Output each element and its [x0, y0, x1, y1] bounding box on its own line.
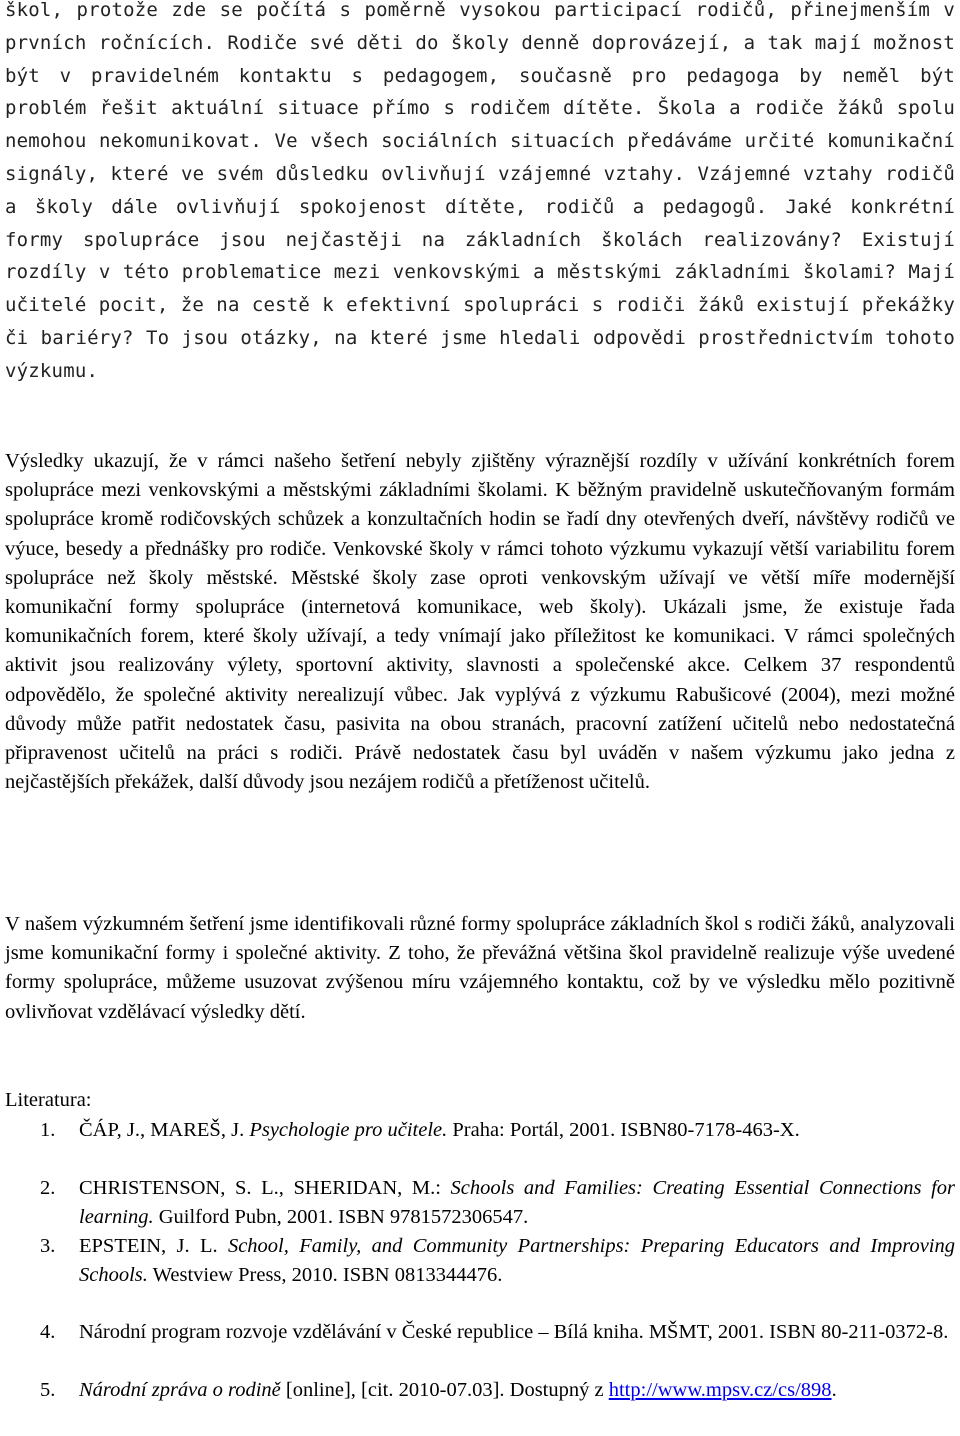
reference-authors: ČÁP, J., MAREŠ, J. [79, 1119, 250, 1141]
reference-text [79, 1318, 955, 1347]
reference-publisher: [online], [cit. 2010-07.03]. Dostupný z [280, 1379, 609, 1401]
reference-title: Národní zpráva o rodině [79, 1379, 281, 1401]
reference-authors: EPSTEIN, J. L. [79, 1235, 228, 1257]
reference-title: Schools and Families: Creating Essential Connections for learning. [79, 1177, 955, 1229]
reference-number: 3. [40, 1235, 56, 1257]
reference-authors: Národní program rozvoje vzdělávání v České republice – Bílá kniha. MŠMT, 2001. ISBN 80-211-0372-8. [79, 1321, 949, 1343]
reference-link[interactable]: http://www.mpsv.cz/cs/898 [608, 1379, 832, 1401]
reference-authors: CHRISTENSON, S. L., SHERIDAN, M.: [79, 1177, 451, 1199]
reference-publisher: Westview Press, 2010. ISBN 0813344476. [147, 1264, 503, 1287]
reference-text [79, 1232, 955, 1290]
reference-number: 1. [40, 1119, 56, 1141]
reference-number: 4. [40, 1321, 56, 1343]
reference-title: Psychologie pro učitele. [249, 1119, 448, 1141]
reference-text [79, 1174, 955, 1232]
reference-publisher: Guilford Pubn, 2001. ISBN 9781572306547. [153, 1206, 529, 1229]
literature-heading: Literatura: [5, 1089, 92, 1111]
conclusion-paragraph: V našem výzkumném šetření jsme identifikovali různé formy spolupráce základních škol s rodiči žáků, analyzovali jsme komunikační formy i společné aktivity. Z toho, že převážná většina škol pravidelně realizuje výše uvedené formy spolupráce, můžeme usuzovat zvýšenou míru vzájemného kontaktu, což by ve výsledku mělo pozitivně ovlivňovat vzdělávací výsledky dětí. [5, 913, 955, 1023]
reference-publisher: Praha: Portál, 2001. ISBN80-7178-463-X. [447, 1119, 800, 1141]
reference-title: School, Family, and Community Partnerships: Preparing Educators and Improving Schools. [79, 1235, 955, 1287]
results-paragraph: Výsledky ukazují, že v rámci našeho šetření nebyly zjištěny výraznější rozdíly v užívání konkrétních forem spolupráce mezi venkovskými a městskými základními školami. K běžným pravidelně uskutečňovaným formám spolupráce kromě rodičovských schůzek a konzultačních hodin se řadí dny otevřených dveří, návštěvy rodičů ve výuce, besedy a přednášky pro rodiče. Venkovské školy v rámci tohoto výzkumu vykazují větší variabilitu forem spolupráce než školy městské. Městské školy zase oproti venkovským užívají ve větší míře modernější komunikační formy spolupráce (internetová komunikace, web školy). Ukázali jsme, že existuje řada komunikačních forem, které školy užívají, a tedy vnímají jako příležitost ke komunikaci. V rámci společných aktivit jsou realizovány výlety, sportovní aktivity, slavnosti a společenské akce. Celkem 37 respondentů odpovědělo, že společné aktivity nerealizují vůbec. Jak vyplývá z výzkumu Rabušicové (2004), mezi možné důvody může patřit nedostatek času, pasivita na obou stranách, pracovní zatížení učitelů nebo nedostatečná připravenost učitelů na práci s rodiči. Právě nedostatek času byl uváděn v našem výzkumu jako jedna z nejčastějších překážek, další důvody jsou nezájem rodičů a přetíženost učitelů. [5, 450, 955, 794]
reference-number: 5. [40, 1379, 56, 1401]
reference-end: . [831, 1379, 837, 1401]
reference-text [79, 1116, 955, 1145]
reference-number: 2. [40, 1177, 56, 1199]
intro-paragraph: škol, protože zde se počítá s poměrně vysokou participací rodičů, přinejmenším v prvních ročnících. Rodiče své děti do školy denně doprovázejí, a tak mají možnost být v pravidelném kontaktu s pedagogem, současně pro pedagoga by neměl být problém řešit aktuální situace přímo s rodičem dítěte. Škola a rodiče žáků spolu nemohou nekomunikovat. Ve všech sociálních situacích předáváme určité komunikační signály, které ve svém důsledku ovlivňují vzájemné vztahy. Vzájemné vztahy rodičů a školy dále ovlivňují spokojenost dítěte, rodičů a pedagogů. Jaké konkrétní formy spolupráce jsou nejčastěji na základních školách realizovány? Existují rozdíly v této problematice mezi venkovskými a městskými základními školami? Mají učitelé pocit, že na cestě k efektivní spolupráci s rodiči žáků existují překážky či bariéry? To jsou otázky, na které jsme hledali odpovědi prostřednictvím tohoto výzkumu. [5, 0, 955, 382]
reference-text [79, 1376, 955, 1405]
